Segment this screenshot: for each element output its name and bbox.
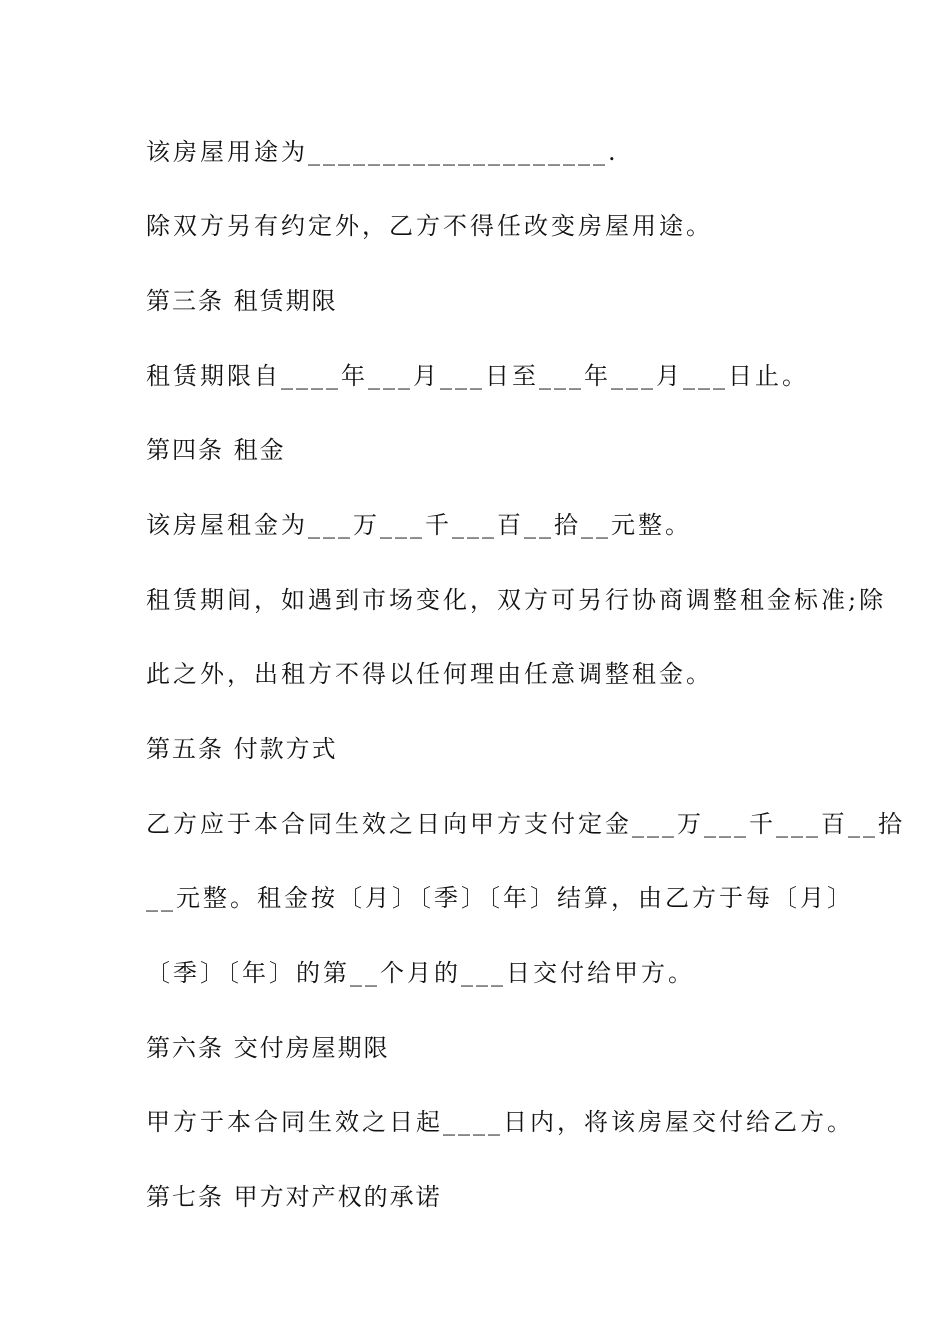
paragraph-rent-adjustment-1: 租赁期间，如遇到市场变化，双方可另行协商调整租金标准;除 [146,586,887,614]
heading-article-6: 第六条 交付房屋期限 [146,1034,390,1062]
heading-article-4: 第四条 租金 [146,436,286,464]
paragraph-payment-3: 〔季〕〔年〕的第__个月的___日交付给甲方。 [146,959,695,987]
paragraph-payment-1: 乙方应于本合同生效之日向甲方支付定金___万___千___百__拾 [146,810,905,838]
heading-article-5: 第五条 付款方式 [146,735,338,763]
paragraph-rent-adjustment-2: 此之外，出租方不得以任何理由任意调整租金。 [146,660,713,688]
paragraph-payment-2: __元整。租金按〔月〕〔季〕〔年〕结算，由乙方于每〔月〕 [146,884,854,912]
paragraph-usage-restriction: 除双方另有约定外，乙方不得任改变房屋用途。 [146,212,713,240]
paragraph-delivery: 甲方于本合同生效之日起____日内，将该房屋交付给乙方。 [146,1108,854,1136]
paragraph-lease-term: 租赁期限自____年___月___日至___年___月___日止。 [146,362,809,390]
paragraph-usage: 该房屋用途为____________________. [146,138,619,166]
paragraph-rent-amount: 该房屋租金为___万___千___百__拾__元整。 [146,511,692,539]
heading-article-3: 第三条 租赁期限 [146,287,338,315]
heading-article-7: 第七条 甲方对产权的承诺 [146,1183,442,1211]
